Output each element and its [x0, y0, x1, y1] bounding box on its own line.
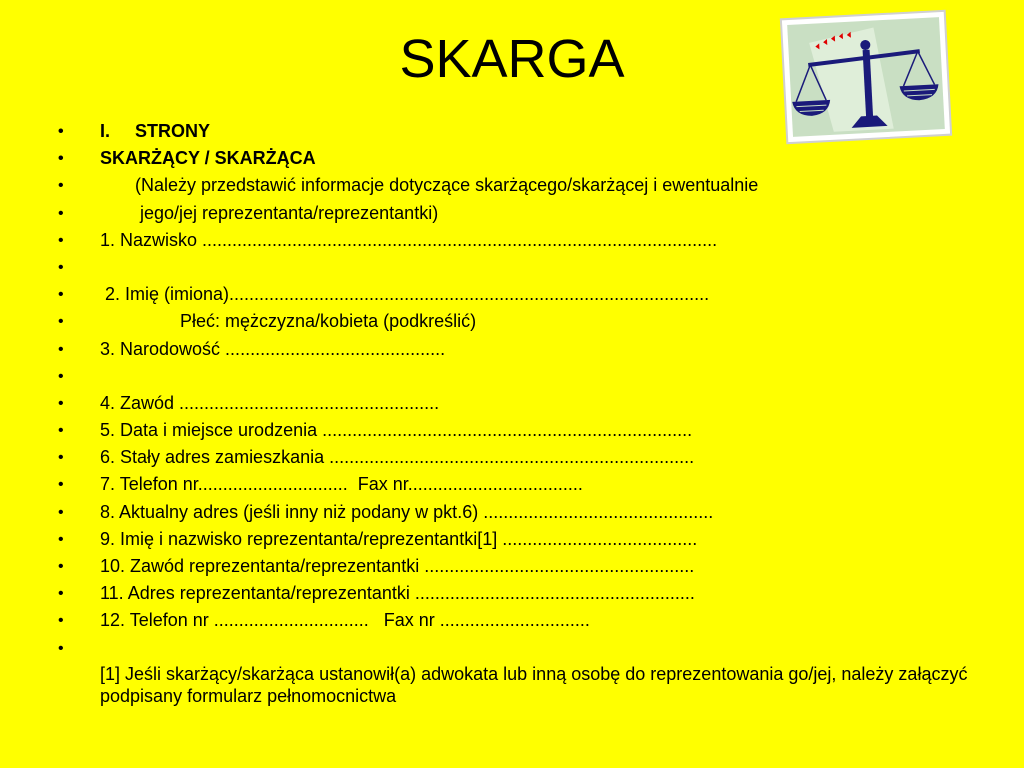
list-item: • 10. Zawód reprezentanta/reprezentantki ......................................................	[58, 553, 978, 580]
list-item: • 3. Narodowość ............................................	[58, 336, 978, 363]
list-item	[58, 254, 978, 281]
list-item	[58, 635, 978, 662]
list-item: • 7. Telefon nr.............................. Fax nr...................................	[58, 471, 978, 498]
list-item: • 1. Nazwisko .......................................................................................................	[58, 227, 978, 254]
list-item: • (Należy przedstawić informacje dotyczące skarżącego/skarżącej i ewentualnie	[58, 172, 978, 199]
list-item: • SKARŻĄCY / SKARŻĄCA	[58, 145, 978, 172]
list-item: • 8. Aktualny adres (jeśli inny niż podany w pkt.6) ..............................................	[58, 499, 978, 526]
list-item: • 9. Imię i nazwisko reprezentanta/reprezentantki[1] .......................................	[58, 526, 978, 553]
list-item: • I. STRONY	[58, 118, 978, 145]
list-item: • Płeć: mężczyzna/kobieta (podkreślić)	[58, 308, 978, 335]
footnote: [1] Jeśli skarżący/skarżąca ustanowił(a) adwokata lub inną osobę do reprezentowania go/jej, należy załączyć podpisany formularz pełnomocnictwa	[100, 664, 968, 706]
list-item: • jego/jej reprezentanta/reprezentantki)	[58, 200, 978, 227]
bullet-list	[58, 118, 978, 662]
list-item: • 2. Imię (imiona)................................................................................................	[58, 281, 978, 308]
list-item	[58, 363, 978, 390]
list-item: • 12. Telefon nr ............................... Fax nr ..............................	[58, 607, 978, 634]
list-item: • 11. Adres reprezentanta/reprezentantki ........................................................	[58, 580, 978, 607]
list-item: • 5. Data i miejsce urodzenia ..........................................................................	[58, 417, 978, 444]
list-item: • 6. Stały adres zamieszkania .........................................................................	[58, 444, 978, 471]
slide-title: SKARGA	[399, 29, 625, 89]
list-item: • 4. Zawód ....................................................	[58, 390, 978, 417]
